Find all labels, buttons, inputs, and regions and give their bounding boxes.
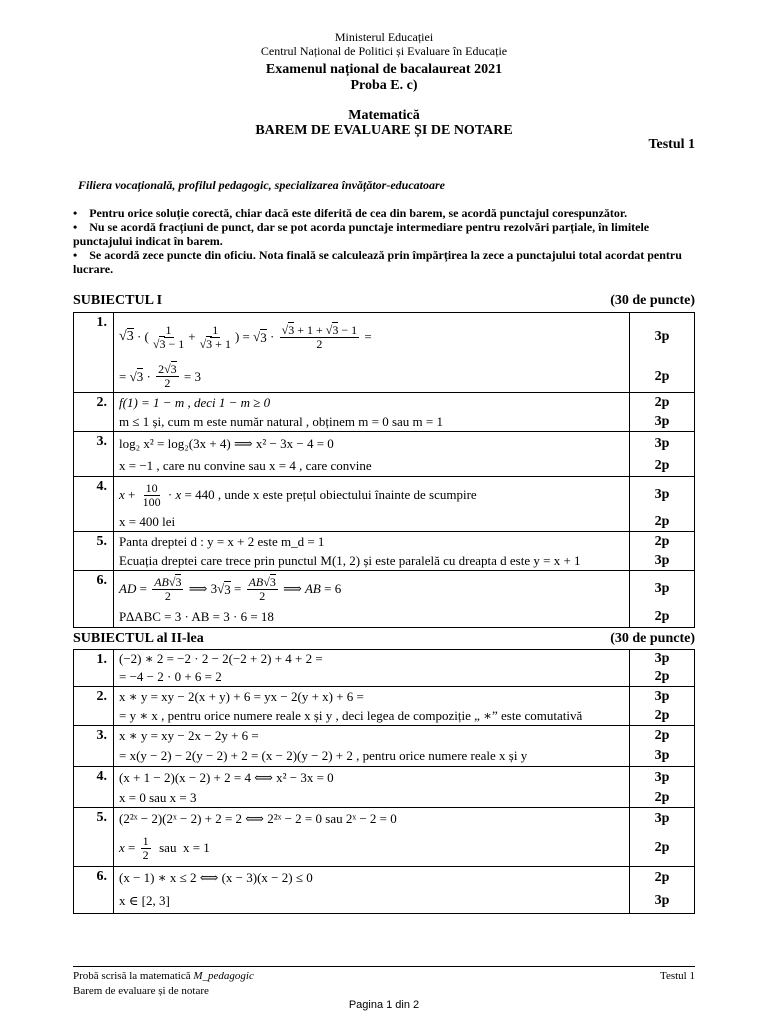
footer-left-1b: M_pedagogic (193, 970, 254, 982)
s2-item-3-line-2: = x(y − 2) − 2(y − 2) + 2 = (x − 2)(y − 2) + 2 , pentru orice numere reale x și y (119, 747, 528, 763)
points-label: 2p (654, 394, 670, 410)
s1-item-1 (74, 313, 695, 393)
points-label: 2p (654, 840, 670, 855)
s1-item-4 (74, 477, 695, 532)
s1-item-6-line-1: AD = $\frac{AB√3}{2}$ ⟹ 3√ 3 = $\frac{AB√3}{2}$ ⟹ AB = 6 (119, 574, 342, 603)
subject-title: Matematică (348, 108, 420, 123)
points-label: 3p (654, 688, 670, 704)
subject-2-table (73, 649, 695, 914)
s2-item-5-line-2: x = $\frac{1}{2}$ sau x = 1 (119, 833, 210, 862)
points-label: 2p (654, 707, 670, 723)
points-label: 3p (654, 770, 670, 785)
s2-item-1 (74, 650, 695, 687)
points-label: 3p (654, 811, 670, 826)
points-label: 3p (654, 747, 670, 763)
s1-item-2-line-2: m ≤ 1 și, cum m este număr natural , obținem m = 0 sau m = 1 (119, 413, 443, 429)
footer-right-1: Testul 1 (660, 970, 695, 982)
subject-1-title: SUBIECTUL I (73, 293, 163, 308)
s2-item-6-line-2: x ∈ [2, 3] (119, 893, 170, 908)
points-label: 3p (654, 436, 670, 451)
s1-item-5-line-2: Ecuația dreptei care trece prin punctul M(1, 2) și este paralelă cu dreapta d este y = x + 1 (119, 552, 581, 568)
ministry: Ministerul Educației (334, 30, 434, 44)
item-number: 1. (74, 313, 114, 393)
note-1: • Pentru orice soluție corectă, chiar dacă este diferită de cea din barem, se acordă punctajul corespunzător. (73, 206, 628, 220)
footer-line-1 (73, 970, 695, 982)
s2-item-5-line-2-text: sau x = 1 (152, 840, 210, 855)
points-label: 2p (654, 458, 670, 473)
footer-line-2 (73, 985, 695, 997)
s2-item-5 (74, 808, 695, 867)
s2-item-3 (74, 726, 695, 767)
points-label: 2p (654, 727, 670, 743)
points-label: 2p (654, 669, 670, 684)
s1-item-3-line-2: x = −1 , care nu convine sau x = 4 , care convine (119, 458, 372, 473)
footer-left-2: Barem de evaluare și de notare (73, 985, 209, 997)
subject-1-points: (30 de puncte) (610, 293, 695, 308)
s1-item-6 (74, 571, 695, 628)
center: Centrul Național de Politici și Evaluare în Educație (260, 44, 508, 58)
points-label: 3p (654, 413, 670, 429)
item-number: 5. (74, 808, 114, 867)
s2-item-1-line-2: = −4 − 2 · 0 + 6 = 2 (119, 669, 222, 684)
exam-title: Examenul național de bacalaureat 2021 (265, 62, 503, 77)
subject-2-points: (30 de puncte) (610, 631, 695, 646)
s1-item-1-line-1: √3 · ( $\frac{1}{√3 - 1}$ + $\frac{1}{√3 + 1}$ ) = √ 3 · $\frac{√3 + 1 + √3 - 1}{2}$ = (119, 322, 372, 351)
subject-2-title: SUBIECTUL al II-lea (73, 631, 204, 646)
item-number: 3. (74, 432, 114, 477)
item-number: 2. (74, 687, 114, 726)
item-number: 5. (74, 532, 114, 571)
points-label: 3p (654, 651, 670, 666)
footer-left-1: Probă scrisă la matematică (73, 970, 191, 982)
subject-1-header (73, 293, 695, 309)
s2-item-2 (74, 687, 695, 726)
item-number: 6. (74, 571, 114, 628)
barem-title: BAREM DE EVALUARE ȘI DE NOTARE (255, 123, 513, 138)
s2-item-4-line-1: (x + 1 − 2)(x − 2) + 2 = 4 ⟺ x² − 3x = 0 (119, 770, 334, 785)
points-label: 3p (654, 581, 670, 596)
s2-item-2-line-2: = y ∗ x , pentru orice numere reale x și y , deci legea de compoziție „ ∗” este comutativă (119, 707, 583, 723)
item-number: 4. (74, 477, 114, 532)
filiera: Filiera vocațională, profilul pedagogic, specializarea învățător-educatoare (78, 178, 445, 192)
s1-item-4-line-2: x = 400 lei (119, 514, 176, 529)
page-number: Pagina 1 din 2 (348, 999, 420, 1011)
s1-item-3-line-1: log₂ x² = log₂(3x + 4) ⟹ x² − 3x − 4 = 0 (119, 436, 334, 451)
points-label: 3p (654, 487, 670, 502)
s1-item-5 (74, 532, 695, 571)
points-label: 2p (654, 533, 670, 549)
note-2-text: Nu se acordă fracțiuni de punct, dar se pot acorda punctaje intermediare pentru rezolvări parțiale, în limitele punctajului indicat în barem. (73, 220, 650, 248)
points-label: 2p (654, 609, 670, 624)
s1-item-1-line-2: = √ 3 · $\frac{2√3}{2}$ = 3 (119, 362, 201, 390)
note-3: • Se acordă zece puncte din oficiu. Nota finală se calculează prin împărțirea la zece a punctajului total acordat pentru lucrare. (73, 248, 682, 276)
s2-item-5-line-1: (2²ˣ − 2)(2ˣ − 2) + 2 = 2 ⟺ 2²ˣ − 2 = 0 sau 2ˣ − 2 = 0 (119, 811, 397, 826)
item-number: 3. (74, 726, 114, 767)
note-3-text: Se acordă zece puncte din oficiu. Nota finală se calculează prin împărțirea la zece a punctajului total acordat pentru lucrare. (73, 248, 682, 276)
s2-item-4 (74, 767, 695, 808)
s2-item-4-line-2: x = 0 sau x = 3 (119, 790, 197, 805)
s1-item-6-line-2: P∆ABC = 3 · AB = 3 · 6 = 18 (119, 609, 274, 624)
s2-item-6-line-1: (x − 1) ∗ x ≤ 2 ⟺ (x − 3)(x − 2) ≤ 0 (119, 870, 313, 885)
s1-item-4-line-1-text: , unde x este prețul obiectului înainte de scumpire (217, 487, 477, 502)
item-number: 4. (74, 767, 114, 808)
subject-1-table (73, 312, 695, 628)
notes (73, 206, 695, 276)
points-label: 2p (654, 870, 670, 885)
s1-item-5-line-1: Panta dreptei d : y = x + 2 este m_d = 1 (119, 533, 325, 549)
s1-item-4-line-1: x + $\frac{10}{100}$ · x = 440 , unde x este prețul obiectului înainte de scumpire (119, 480, 477, 509)
footer-divider (73, 966, 695, 967)
s2-item-6 (74, 867, 695, 914)
points-label: 2p (654, 368, 670, 384)
s1-item-2-line-1: f(1) = 1 − m , deci 1 − m ≥ 0 (119, 394, 271, 410)
points-label: 2p (654, 514, 670, 529)
s1-item-2 (74, 393, 695, 432)
test-label: Testul 1 (648, 137, 695, 152)
note-1-text: Pentru orice soluție corectă, chiar dacă este diferită de cea din barem, se acordă punctajul corespunzător. (89, 206, 628, 220)
s2-item-3-line-1: x ∗ y = xy − 2x − 2y + 6 = (119, 727, 259, 743)
points-label: 3p (654, 552, 670, 568)
item-number: 1. (74, 650, 114, 687)
subject-2-header (73, 631, 695, 647)
s2-item-2-line-1: x ∗ y = xy − 2(x + y) + 6 = yx − 2(y + x) + 6 = (119, 688, 364, 704)
points-label: 3p (654, 893, 670, 908)
s1-item-3 (74, 432, 695, 477)
item-number: 2. (74, 393, 114, 432)
note-2: • Nu se acordă fracțiuni de punct, dar se pot acorda punctaje intermediare pentru rezolvări parțiale, în limitele punctajului indicat în barem. (73, 220, 650, 248)
points-label: 3p (654, 329, 670, 344)
item-number: 6. (74, 867, 114, 914)
points-label: 2p (654, 790, 670, 805)
proba: Proba E. c) (350, 78, 418, 93)
s2-item-1-line-1: (−2) ∗ 2 = −2 · 2 − 2(−2 + 2) + 4 + 2 = (119, 651, 323, 666)
